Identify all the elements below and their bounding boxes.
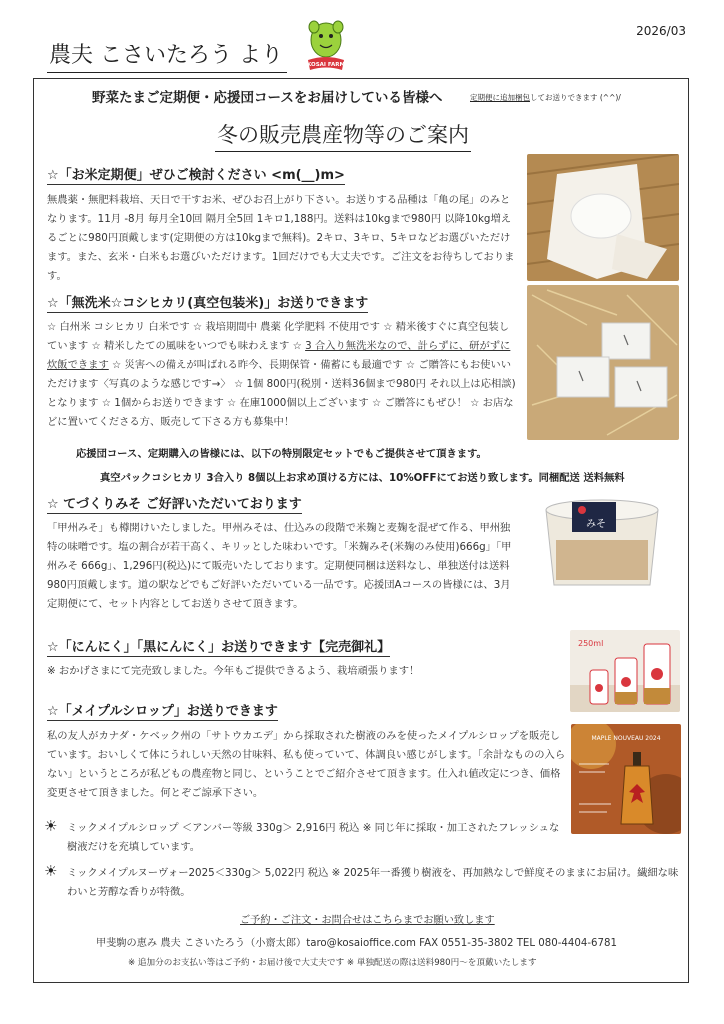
musenmai-body-part-a: ☆ 白州米 コシヒカリ 白米です ☆ 栽培期間中 農薬 化学肥料 不使用です ☆ 精米後すぐに真空包装しています ☆ 精米したての風味をいつでも味わえます ☆ <box>47 321 510 352</box>
miso-container-photo <box>536 490 668 590</box>
footer-heading: ご予約・ご注文・お問合せはこちらまでお願い致します <box>240 915 495 926</box>
sun-bullet-icon-2: ☀ <box>44 862 58 880</box>
section-title-maple: ☆「メイプルシロップ」お送りできます <box>47 700 278 721</box>
rice-subscription-body: 無農薬・無肥料栽培、天日で干すお米、ぜひお召上がり下さい。お送りする品種は「亀の尾」のみとなります。11月 -8月 毎月全10回 隔月全5回 1キロ1,188円。送料は10kgまで980円 以降10kg増えるごとに980円頂戴します(定期便の方は10kgまで無料)。2キロ、3キロ、5キロなどお選びいただけます。また、玄米・白米もお選びいただけます。1回だけでも大丈夫です。ご注文をお待ちしております。 <box>47 194 515 282</box>
musenmai-promo-line-1: 応援団コース、定期購入の皆様には、以下の特別限定セットでもご提供させて頂きます。 <box>76 448 487 460</box>
issue-date: 2026/03 <box>636 24 686 38</box>
greeting-note-rest: してお送りできます (^^)/ <box>530 93 621 102</box>
rice-bag-photo <box>527 154 679 281</box>
miso-label: みそ <box>586 519 606 530</box>
page-title: 冬の販売農産物等のご案内 <box>215 119 471 152</box>
brand-title: 農夫 こさいたろう より <box>47 38 287 73</box>
logo-text: KOSAI FARM <box>307 62 345 68</box>
garlic-body: ※ おかげさまにて完売致しました。今年もご提供できるよう、栽培頑張ります！ <box>47 665 420 677</box>
maple-body: 私の友人がカナダ・ケベック州の「サトウカエデ」から採取された樹液のみを使ったメイプルシロップを販売しています。おいしくて体にうれしい天然の甘味料、私も使っていて、体調良い感じがします。「余計なものの入らない」というところが私どもの農産物と同じ、ということでご紹介させて頂きます。仕入れ値改定につき、価格変更させて頂きました。何とぞご諒承下さい。 <box>47 730 566 799</box>
nouveau-text: MAPLE NOUVEAU 2024 <box>591 735 661 742</box>
greeting-note <box>470 92 621 103</box>
maple-nouveau-photo <box>571 724 681 834</box>
musenmai-body-part-b: ☆ 災害への備えが叫ばれる昨今、長期保管・備蓄にも最適です ☆ ご贈答にもお使いいただけます〈写真のような感じです→〉 ☆ 1個 800円(税別・送料36個まで980円 それ以上は応相談)となります ☆ 1個からお送りできます ☆ 在庫1000個以上ございます ☆ ご贈答にもぜひ！ ☆ お店などに置いてくださる方、販売して下さる方も募集中！ <box>47 359 516 428</box>
section-title-musenmai: ☆「無洗米☆コシヒカリ(真空包装米)」お送りできます <box>47 292 368 313</box>
footer-contact: 甲斐駒の恵み 農夫 こさいたろう（小齋太郎）taro@kosaioffice.com FAX 0551-35-3802 TEL 080-4404-6781 <box>96 938 617 949</box>
musenmai-promo-line-2: 真空パックコシヒカリ 3合入り 8個以上お求め頂ける方には、10%OFFにてお送り致します。同梱配送 送料無料 <box>100 472 625 484</box>
section-title-rice-subscription: ☆「お米定期便」ぜひご検討ください <m(__)m> <box>47 164 345 185</box>
footer-note: ※ 追加分のお支払い等はご予約・お届け後で大丈夫です ※ 単独配送の際は送料980円〜を頂戴いたします <box>128 958 537 968</box>
musenmai-body-underlined: 3 合入り無洗米なので、計らずに、研がずに炊飯できます <box>47 340 511 371</box>
miso-body: 「甲州みそ」も樽開けいたしました。甲州みそは、仕込みの段階で米麹と麦麹を混ぜて作る、甲州独特の味噌です。塩の割合が若干高く、キリッとした味わいです。「米麹みそ(米麹のみ使用)666g」「甲州みそ 666g」、1,296円(税込)にて販売いたしております。定期便同梱は送料なし、単独送付は送料980円頂戴します。道の駅などでもご好評いただいている一品です。応援団Aコースの皆様には、3月定期便にて、セット内容としてお送りさせて頂きます。 <box>47 522 512 610</box>
maple-bottle-size-label: 250ml <box>578 639 604 648</box>
maple-item-1: ミックメイプルシロップ ＜アンバー等級 330g＞ 2,916円 税込 ※ 同じ年に採取・加工されたフレッシュな樹液だけを充填しています。 <box>67 822 560 853</box>
mascot-logo <box>302 18 350 76</box>
sun-bullet-icon-1: ☀ <box>44 817 58 835</box>
section-title-garlic: ☆「にんにく」「黒にんにく」お送りできます【完売御礼】 <box>47 636 390 657</box>
maple-item-2: ミックメイプルヌーヴォー2025＜330g＞ 5,022円 税込 ※ 2025年一番獲り樹液を、再加熱なしで鮮度そのままにお届け。繊細な味わいと芳醇な香りが特徴。 <box>67 867 679 898</box>
vacuum-rice-packs-photo <box>527 285 679 440</box>
greeting-note-underlined: 定期便に追加梱包 <box>470 93 530 102</box>
maple-bottles-photo <box>570 630 680 712</box>
greeting: 野菜たまご定期便・応援団コースをお届けしている皆様へ <box>92 90 443 106</box>
section-title-miso: ☆ てづくりみそ ご好評いただいております <box>47 493 302 514</box>
musenmai-body <box>47 318 519 432</box>
